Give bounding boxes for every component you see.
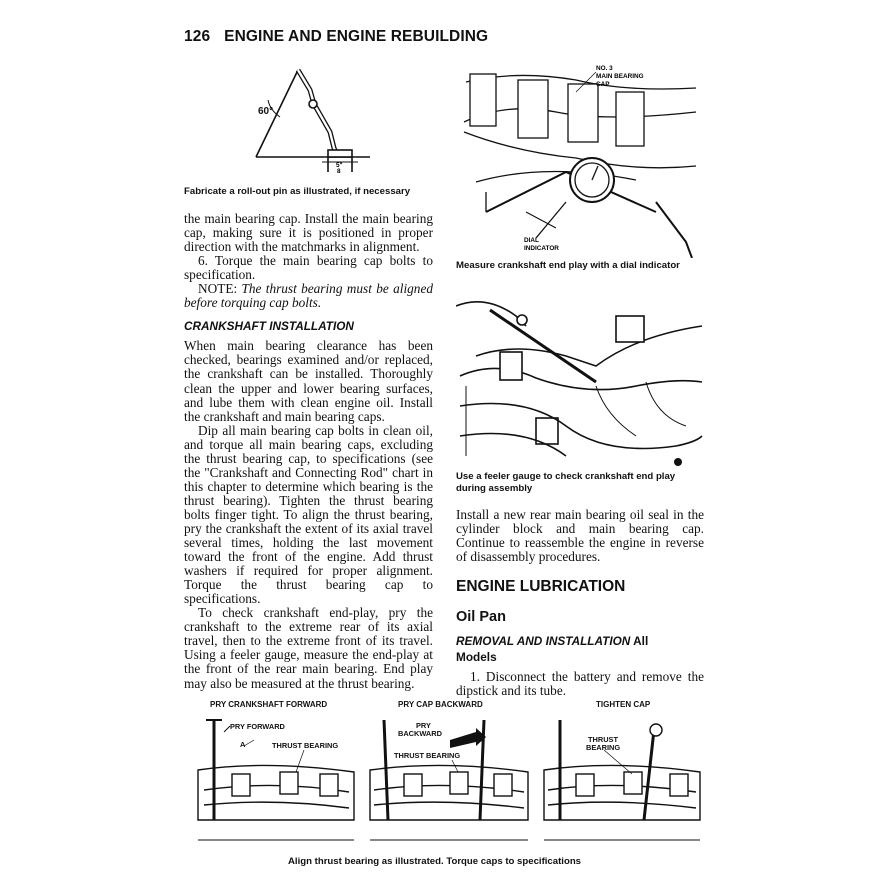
size-label: 5" bbox=[336, 162, 343, 169]
feeler-caption bbox=[456, 471, 675, 495]
dial-label-2: INDICATOR bbox=[524, 245, 559, 252]
oil-pan-heading: Oil Pan bbox=[456, 609, 506, 625]
cap-label-2: MAIN BEARING bbox=[596, 73, 644, 80]
chapter-title: ENGINE AND ENGINE REBUILDING bbox=[224, 28, 489, 45]
rollout-caption: Fabricate a roll-out pin as illustrated, if necessary bbox=[184, 186, 411, 197]
angle-label: 60° bbox=[258, 106, 274, 117]
paragraph-step6: 6. Torque the main bearing cap bolts to specification. bbox=[184, 253, 433, 283]
size-label-2: 8 bbox=[337, 168, 341, 174]
cap-label-1: NO. 3 bbox=[596, 65, 613, 72]
left-column bbox=[184, 212, 433, 691]
bottom-caption: Align thrust bearing as illustrated. Torque caps to specifications bbox=[288, 856, 582, 867]
paragraph-install-cap: the main bearing cap. Install the main bearing cap, making sure it is positioned in proper direction with the matchmarks in alignment. bbox=[184, 211, 433, 255]
p2-thrust-label: THRUST BEARING bbox=[394, 751, 461, 760]
feeler-caption-line1: Use a feeler gauge to check crankshaft end play bbox=[456, 471, 676, 482]
models-heading: Models bbox=[456, 650, 497, 664]
panel3-title: TIGHTEN CAP bbox=[596, 700, 651, 709]
crankshaft-installation-heading: CRANKSHAFT INSTALLATION bbox=[184, 319, 354, 334]
note-paragraph bbox=[184, 282, 433, 310]
page-number: 126 bbox=[184, 28, 211, 45]
thrust-bearing-figure bbox=[184, 710, 704, 850]
rollout-pin-figure bbox=[240, 62, 400, 174]
paragraph-end-play: To check crankshaft end-play, pry the crankshaft to the extreme rear of its axial travel, then to the extreme front of its travel. Using a feeler gauge, measure the end-play at the front of the rear main bearing. End play may also be measured at the thrust bearing. bbox=[184, 605, 433, 691]
p3-bearing-label: BEARING bbox=[586, 743, 621, 752]
p3-thrust-label: THRUST bbox=[588, 735, 618, 744]
paragraph-installation: When main bearing clearance has been checked, bearings examined and/or replaced, the crankshaft can be installed. Thoroughly clean the upper and lower bearing surfaces, and lube them with clean engine oil. Install the crankshaft and main bearing caps. bbox=[184, 338, 433, 424]
note-label: NOTE: bbox=[198, 281, 238, 297]
dial-caption: Measure crankshaft end play with a dial indicator bbox=[456, 260, 680, 271]
right-column bbox=[456, 508, 704, 564]
panel1-title: PRY CRANKSHAFT FORWARD bbox=[210, 700, 328, 709]
dial-indicator-figure bbox=[456, 62, 702, 258]
paragraph-oil-seal: Install a new rear main bearing oil seal in the cylinder block and main bearing cap. Continue to reassemble the engine in reverse of disassembly procedures. bbox=[456, 507, 704, 565]
cap-label-3: CAP bbox=[596, 81, 610, 88]
p1-a-label: A bbox=[240, 740, 246, 749]
p1-thrust-label: THRUST BEARING bbox=[272, 741, 339, 750]
dial-label-1: DIAL bbox=[524, 237, 539, 244]
p2-backward-label: BACKWARD bbox=[398, 729, 442, 738]
feeler-gauge-figure bbox=[456, 286, 704, 468]
removal-italic: REMOVAL AND INSTALLATION bbox=[456, 634, 631, 648]
p2-pry-label: PRY bbox=[416, 721, 431, 730]
paragraph-dip-bolts: Dip all main bearing cap bolts in clean oil, and torque all main bearing caps, excluding the thrust bearing cap, to specifications (see the "Crankshaft and Connecting Rod" chart in this chapter to determine which bearing is the thrust bearing). Tighten the thrust bearing bolts finger tight. To align the thrust bearing, pry the crankshaft the extent of its axial travel several times, holding the last movement toward the front of the engine. Add thrust washers if required for proper alignment. Torque the thrust bearing cap to specifications. bbox=[184, 422, 433, 607]
feeler-caption-line2: during assembly bbox=[456, 483, 533, 494]
engine-lubrication-heading: ENGINE LUBRICATION bbox=[456, 578, 626, 595]
page-header bbox=[184, 28, 488, 46]
removal-all: All bbox=[630, 634, 649, 648]
panel2-title: PRY CAP BACKWARD bbox=[398, 700, 483, 709]
note-text: The thrust bearing must be aligned before torquing cap bolts. bbox=[184, 281, 433, 311]
paragraph-disconnect: 1. Disconnect the battery and remove the dipstick and its tube. bbox=[456, 669, 704, 699]
right-column-step1 bbox=[456, 670, 704, 698]
removal-heading bbox=[456, 632, 648, 650]
p1-pry-forward: PRY FORWARD bbox=[230, 722, 285, 731]
